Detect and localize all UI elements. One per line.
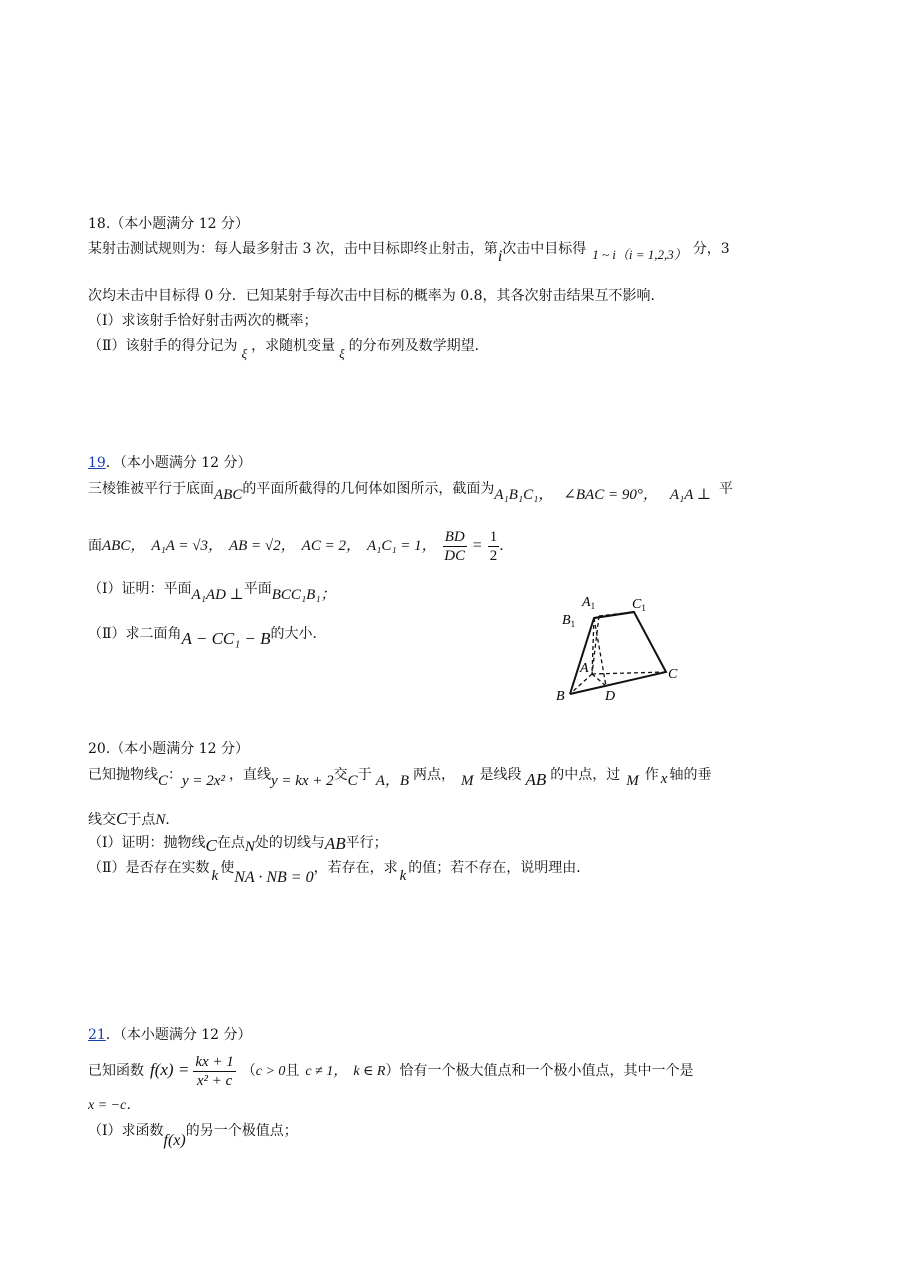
q21-text: （: [241, 1063, 256, 1079]
q19-math: BCC₁B₁；: [271, 587, 336, 603]
q21-part1: [88, 1121, 298, 1149]
q19-math: A₁A = √3，: [151, 538, 223, 554]
q19-equals: =: [472, 537, 482, 554]
q21-header: [88, 1025, 252, 1045]
q21-math: c > 0: [255, 1064, 286, 1079]
q19-header: [88, 453, 252, 473]
q21-text: 已知函数: [88, 1063, 144, 1079]
q19-math-perp: A₁A ⊥: [669, 487, 711, 503]
q20-text: 线交: [88, 812, 116, 828]
q19-math: A₁C₁ = 1，: [366, 538, 437, 554]
q20-text: ，若存在，求: [313, 860, 398, 876]
q20-line2: [88, 809, 179, 830]
q20-header: [88, 739, 249, 759]
q18-header: [88, 214, 249, 234]
q18-points: （本小题满分 12 分）: [110, 216, 249, 232]
q21-text: （Ⅰ）求函数: [88, 1123, 164, 1139]
q19-text: 的大小．: [270, 626, 327, 642]
q19-fraction-bd-dc: [443, 528, 467, 565]
q20-part1: [88, 832, 388, 853]
q20-math-ab: A，B: [375, 773, 410, 789]
q19-text: （Ⅰ）证明：平面: [88, 581, 192, 597]
q19-text: （Ⅱ）求二面角: [88, 626, 182, 642]
q20-math-ab: AB: [525, 770, 547, 789]
q21-math-fx: f(x): [163, 1132, 186, 1149]
q19-math: ABC，: [102, 538, 146, 554]
q19-part1: [88, 579, 336, 603]
q18-text: ，求随机变量: [251, 338, 336, 354]
q20-text: ：: [168, 767, 183, 783]
q20-text: 于: [357, 767, 372, 783]
q21-math-fx: f(x) =: [150, 1060, 190, 1079]
q19-math: A₁AD ⊥: [191, 587, 244, 603]
q18-text: （Ⅱ）该射手的得分记为: [88, 338, 238, 354]
q20-math-m: M: [626, 773, 639, 789]
q19-math-a1b1c1: A₁B₁C₁，: [494, 487, 554, 503]
q18-number: 18.: [88, 216, 111, 232]
q20-text: 已知抛物线: [88, 767, 158, 783]
q19-figure: [548, 590, 688, 706]
q20-math-ab: AB: [324, 834, 346, 853]
q20-math-line: y = kx + 2: [270, 773, 334, 789]
q19-text: ．: [499, 538, 514, 554]
q18-part1: （Ⅰ）求该射手恰好射击两次的概率；: [88, 313, 318, 329]
q20-text: （Ⅰ）证明：抛物线: [88, 835, 206, 851]
q20-line1: [88, 764, 712, 789]
q20-text: 是线段: [479, 767, 522, 783]
q19-math: A − CC₁ − B: [181, 629, 271, 648]
q19-math-angle: ∠BAC = 90°，: [563, 487, 658, 503]
label-b1: $B_1$: [562, 613, 576, 629]
q21-text: 且: [285, 1063, 300, 1079]
q18-text: 分，3: [692, 241, 730, 257]
q20-math-dot-product: NA · NB = 0: [234, 869, 314, 886]
q20-math-n: N: [244, 839, 255, 855]
q18-line2: 次均未击中目标得 0 分．已知某射手每次击中目标的概率为 0.8，其各次射击结果互不影响．: [88, 288, 665, 304]
q20-text: 使: [220, 860, 235, 876]
q19-number-link[interactable]: 19: [88, 455, 106, 471]
q20-points: （本小题满分 12 分）: [110, 741, 249, 757]
frac-den: 2: [489, 547, 498, 564]
q20-text: 于点: [127, 812, 156, 828]
q20-math-k: k: [399, 868, 407, 884]
q20-text: （Ⅱ）是否存在实数: [88, 860, 210, 876]
q21-math: k ∈ R: [353, 1064, 386, 1079]
q19-text: 平: [719, 481, 733, 497]
frac-num: kx + 1: [195, 1053, 234, 1070]
q20-text: 的值；若不存在，说明理由．: [408, 860, 591, 876]
q18-line1: [88, 239, 730, 265]
q21-number-link[interactable]: 21: [88, 1027, 106, 1043]
q20-math-c: C: [116, 809, 128, 828]
q18-math-range: 1 ~ i（i = 1,2,3）: [592, 247, 687, 262]
q18-text: 次击中目标得: [502, 241, 587, 257]
q19-fraction-half: [488, 528, 500, 565]
q19-text: 面: [88, 538, 102, 554]
q20-math-x: x: [660, 771, 668, 787]
q21-math: x = −c．: [88, 1098, 141, 1113]
q18-text: 的分布列及数学期望．: [348, 338, 489, 354]
q18-math-i: i: [497, 248, 503, 265]
q21-fraction: [193, 1053, 235, 1090]
q20-text: 两点，: [413, 767, 456, 783]
q20-math-parabola: y = 2x²: [182, 773, 225, 789]
q21-line2: [88, 1095, 140, 1116]
label-d: D: [605, 689, 616, 704]
q19-line2: [88, 526, 513, 566]
q18-part2: [88, 336, 489, 361]
q20-text: ，直线: [228, 767, 271, 783]
q20-math-c: C: [205, 836, 217, 855]
q20-math-c: C: [347, 773, 358, 789]
q18-math-xi: ξ: [339, 346, 345, 361]
frac-num: BD: [444, 528, 465, 545]
q20-math-n: N: [155, 812, 166, 828]
q21-text: 的另一个极值点；: [185, 1123, 298, 1139]
q20-math-m: M: [461, 773, 474, 789]
q20-math-k: k: [211, 868, 219, 884]
frac-num: 1: [489, 528, 498, 545]
q18-math-xi: ξ: [241, 346, 248, 361]
q19-math: AC = 2，: [301, 538, 361, 554]
q19-part2: [88, 623, 327, 648]
q19-points: ．（本小题满分 12 分）: [105, 455, 252, 471]
q20-text: 平行；: [345, 835, 388, 851]
q21-points: ．（本小题满分 12 分）: [105, 1027, 252, 1043]
q21-math: c ≠ 1，: [305, 1064, 348, 1079]
frac-den: x² + c: [196, 1072, 233, 1089]
q20-text: 处的切线与: [254, 835, 325, 851]
q19-math-abc: ABC: [214, 487, 243, 503]
q20-text: 作: [644, 767, 659, 783]
label-b: B: [556, 689, 565, 704]
q20-text: ．: [165, 812, 180, 828]
q20-text: 轴的垂: [669, 767, 712, 783]
q20-text: 的中点，过: [550, 767, 621, 783]
q20-text: 交: [333, 767, 348, 783]
q21-text: ）恰有一个极大值点和一个极小值点，其中一个是: [385, 1063, 694, 1079]
q21-line1: [88, 1050, 693, 1092]
q20-number: 20.: [88, 741, 111, 757]
q19-text: 平面: [243, 581, 272, 597]
label-a1: $A_1$: [582, 595, 596, 611]
label-a: A: [580, 661, 589, 676]
q18-text: 某射击测试规则为：每人最多射击 3 次，击中目标即终止射击，第: [88, 241, 498, 257]
edge-bd: [570, 686, 606, 694]
label-c1: $C_1$: [632, 597, 646, 613]
q19-line1: [88, 479, 733, 503]
q19-math: AB = √2，: [228, 538, 296, 554]
frustum-hidden-edges: [570, 612, 666, 694]
frac-den: DC: [444, 547, 466, 564]
q19-text: 三棱锥被平行于底面: [88, 481, 214, 497]
q20-part2: [88, 858, 591, 886]
q20-math-c: C: [158, 773, 169, 789]
q20-text: 在点: [216, 835, 245, 851]
label-c: C: [668, 667, 678, 682]
q19-text: 的平面所截得的几何体如图所示，截面为: [242, 481, 495, 497]
